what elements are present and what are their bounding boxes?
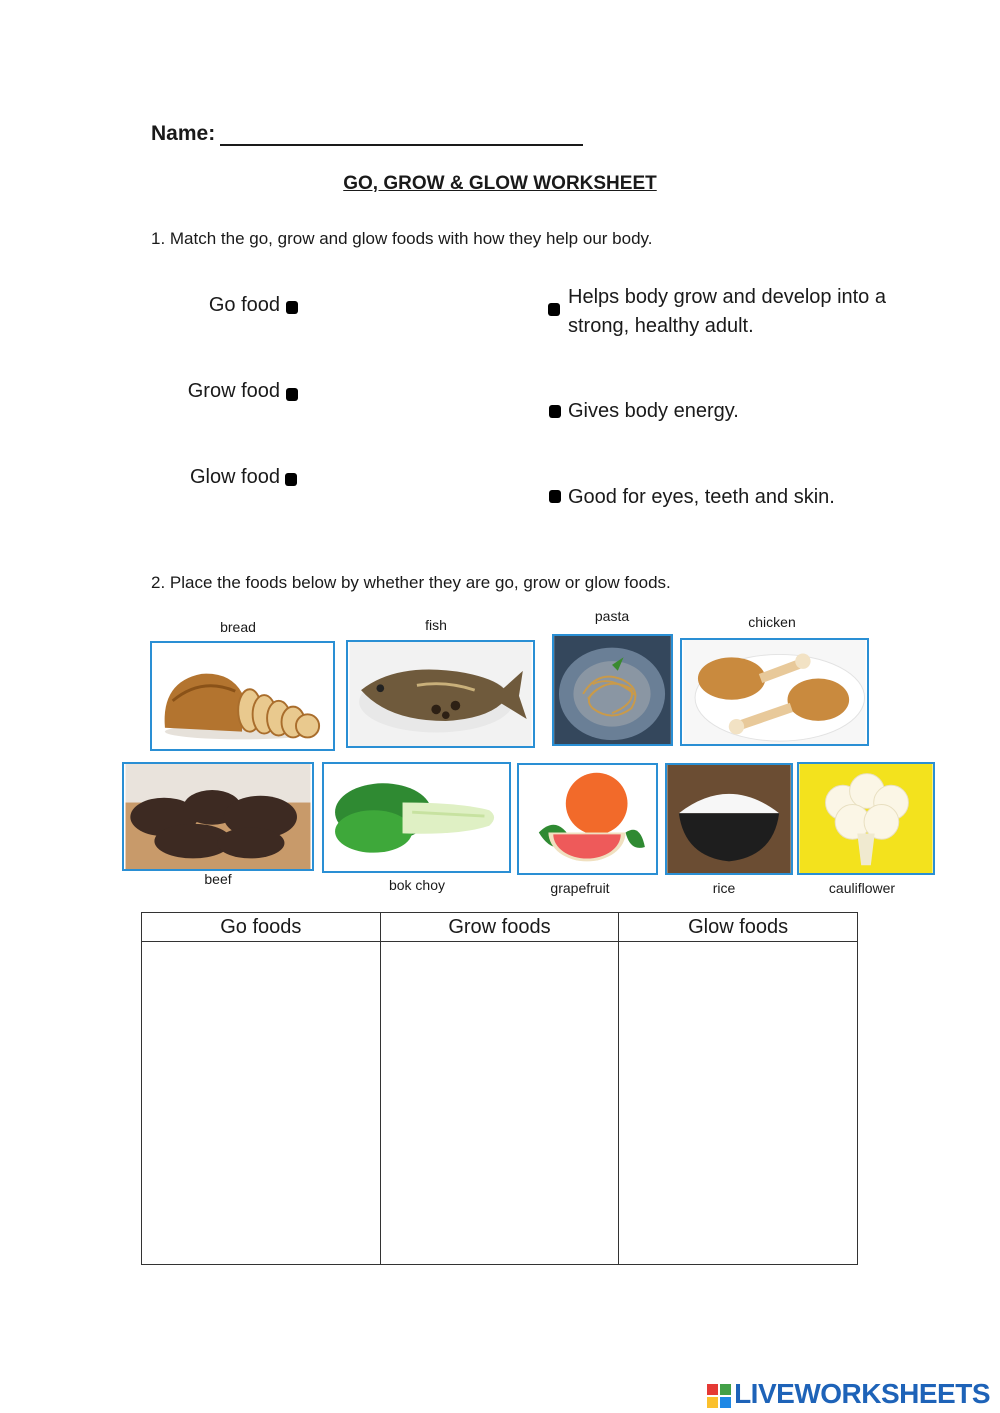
match-dot-right-grow[interactable] bbox=[548, 303, 560, 316]
food-label-pasta: pasta bbox=[594, 608, 630, 624]
worksheet-title: GO, GROW & GLOW WORKSHEET bbox=[343, 173, 657, 194]
match-right-eyes-text: Good for eyes, teeth and skin. bbox=[568, 486, 835, 508]
food-label-grapefruit: grapefruit bbox=[550, 880, 610, 896]
column-header-go-foods: Go foods bbox=[142, 913, 381, 942]
match-dot-right-energy[interactable] bbox=[549, 405, 561, 418]
match-dot-left-glow[interactable] bbox=[285, 473, 297, 486]
grapefruit-image bbox=[519, 765, 656, 873]
food-card-bok-choy[interactable] bbox=[322, 762, 511, 873]
pasta-image bbox=[554, 636, 671, 744]
liveworksheets-logo: LIVEWORKSHEETS bbox=[707, 1378, 990, 1410]
beef-image bbox=[124, 764, 312, 869]
liveworksheets-logo-icon bbox=[707, 1384, 731, 1408]
cauliflower-image bbox=[799, 764, 933, 873]
match-left-glow-food: Glow food bbox=[189, 466, 280, 488]
bread-image bbox=[152, 643, 333, 749]
food-label-bok-choy: bok choy bbox=[388, 877, 446, 893]
question-1-prompt: 1. Match the go, grow and glow foods with how they help our body. bbox=[151, 229, 653, 248]
bok-choy-image bbox=[324, 764, 509, 871]
match-dot-left-go[interactable] bbox=[286, 301, 298, 314]
match-left-grow-food: Grow food bbox=[187, 380, 280, 402]
drop-zone-glow-foods[interactable] bbox=[619, 942, 858, 1265]
match-right-energy-text: Gives body energy. bbox=[568, 400, 739, 422]
food-card-beef[interactable] bbox=[122, 762, 314, 871]
food-label-beef: beef bbox=[204, 871, 232, 887]
food-label-fish: fish bbox=[425, 617, 447, 633]
match-dot-left-grow[interactable] bbox=[286, 388, 298, 401]
food-card-fish[interactable] bbox=[346, 640, 535, 748]
rice-image bbox=[667, 765, 791, 873]
question-2-prompt: 2. Place the foods below by whether they are go, grow or glow foods. bbox=[151, 573, 671, 592]
column-header-grow-foods: Grow foods bbox=[380, 913, 619, 942]
food-card-bread[interactable] bbox=[150, 641, 335, 751]
match-dot-right-eyes[interactable] bbox=[549, 490, 561, 503]
food-card-chicken[interactable] bbox=[680, 638, 869, 746]
match-left-go-food: Go food bbox=[208, 294, 280, 316]
food-card-cauliflower[interactable] bbox=[797, 762, 935, 875]
name-label: Name: bbox=[151, 122, 216, 145]
match-right-grow-text: Helps body grow and develop into a strong, healthy adult. bbox=[568, 286, 886, 337]
fish-image bbox=[348, 642, 533, 746]
food-card-grapefruit[interactable] bbox=[517, 763, 658, 875]
drop-zone-go-foods[interactable] bbox=[142, 942, 381, 1265]
food-label-bread: bread bbox=[220, 619, 256, 635]
food-label-rice: rice bbox=[712, 880, 736, 896]
food-label-cauliflower: cauliflower bbox=[828, 880, 896, 896]
food-card-pasta[interactable] bbox=[552, 634, 673, 746]
drop-zone-grow-foods[interactable] bbox=[380, 942, 619, 1265]
chicken-image bbox=[682, 640, 867, 744]
sort-table bbox=[141, 912, 858, 1265]
food-label-chicken: chicken bbox=[748, 614, 796, 630]
name-input-line[interactable] bbox=[220, 144, 583, 146]
food-card-rice[interactable] bbox=[665, 763, 793, 875]
column-header-glow-foods: Glow foods bbox=[619, 913, 858, 942]
